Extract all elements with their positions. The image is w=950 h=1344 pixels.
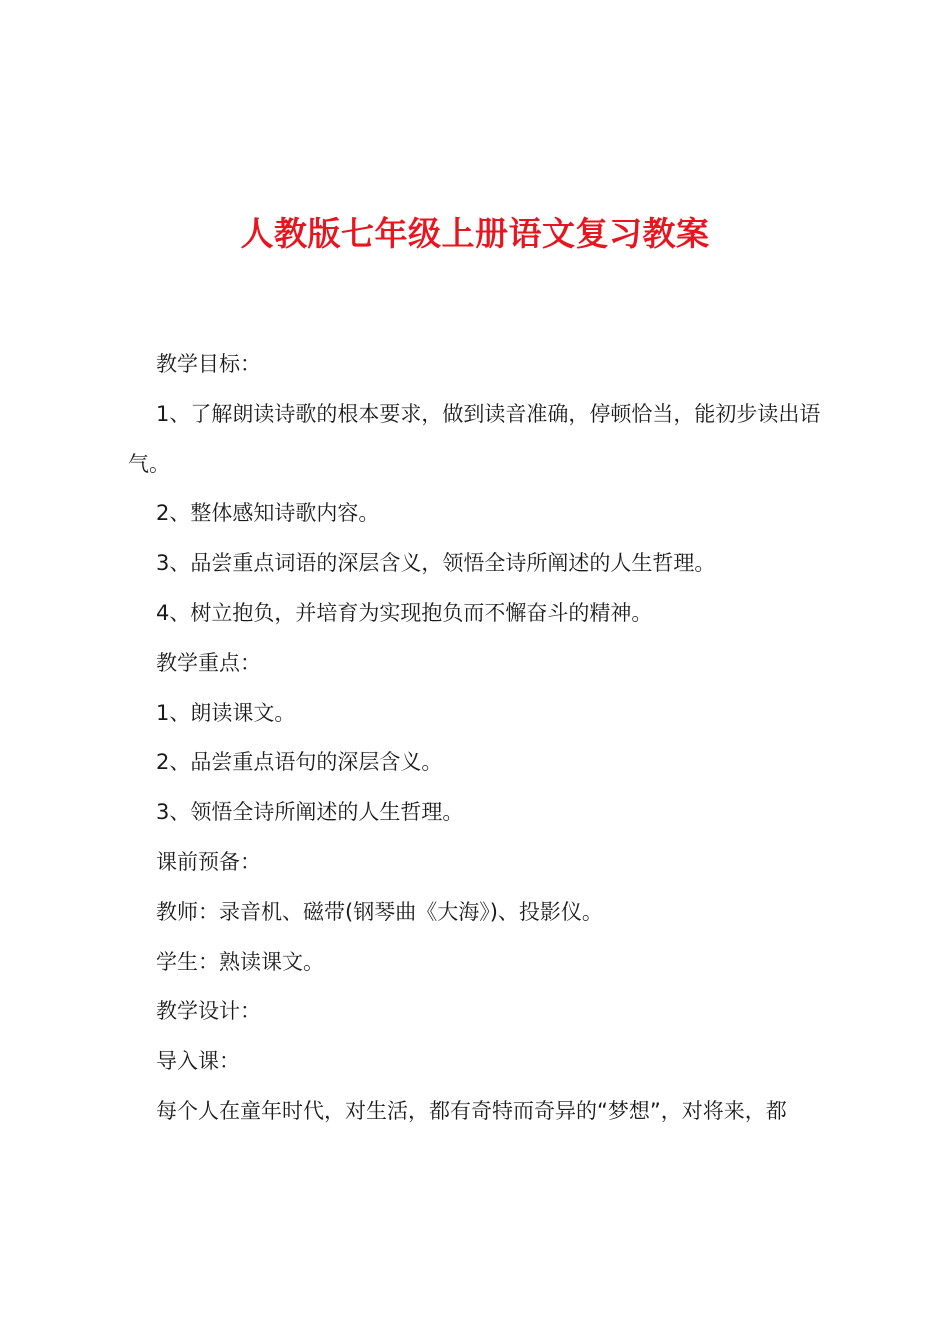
paragraph: 每个人在童年时代，对生活，都有奇特而奇异的“梦想”，对将来，都 bbox=[156, 1098, 787, 1123]
document-body bbox=[128, 340, 833, 1137]
paragraph: 1、朗读课文。 bbox=[156, 700, 296, 725]
paragraph: 教学目标： bbox=[156, 352, 261, 376]
paragraph: 导入课： bbox=[156, 1049, 240, 1074]
paragraph: 教学重点： bbox=[156, 650, 261, 675]
paragraph: 4、树立抱负，并培育为实现抱负而不懈奋斗的精神。 bbox=[156, 600, 653, 625]
paragraph: 教师：录音机、磁带(钢琴曲《大海》)、投影仪。 bbox=[156, 899, 603, 924]
paragraph: 3、领悟全诗所阐述的人生哲理。 bbox=[156, 800, 464, 825]
document-title: 人教版七年级上册语文复习教案 bbox=[240, 214, 710, 253]
paragraph: 学生：熟读课文。 bbox=[156, 949, 324, 974]
paragraph: 2、品尝重点语句的深层含义。 bbox=[156, 750, 443, 775]
paragraph: 课前预备： bbox=[156, 849, 261, 874]
paragraph: 1、了解朗读诗歌的根本要求，做到读音准确，停顿恰当，能初步读出语气。 bbox=[128, 401, 821, 476]
paragraph: 3、品尝重点词语的深层含义，领悟全诗所阐述的人生哲理。 bbox=[156, 551, 716, 576]
paragraph: 教学设计： bbox=[156, 999, 261, 1024]
paragraph: 2、整体感知诗歌内容。 bbox=[156, 501, 380, 526]
